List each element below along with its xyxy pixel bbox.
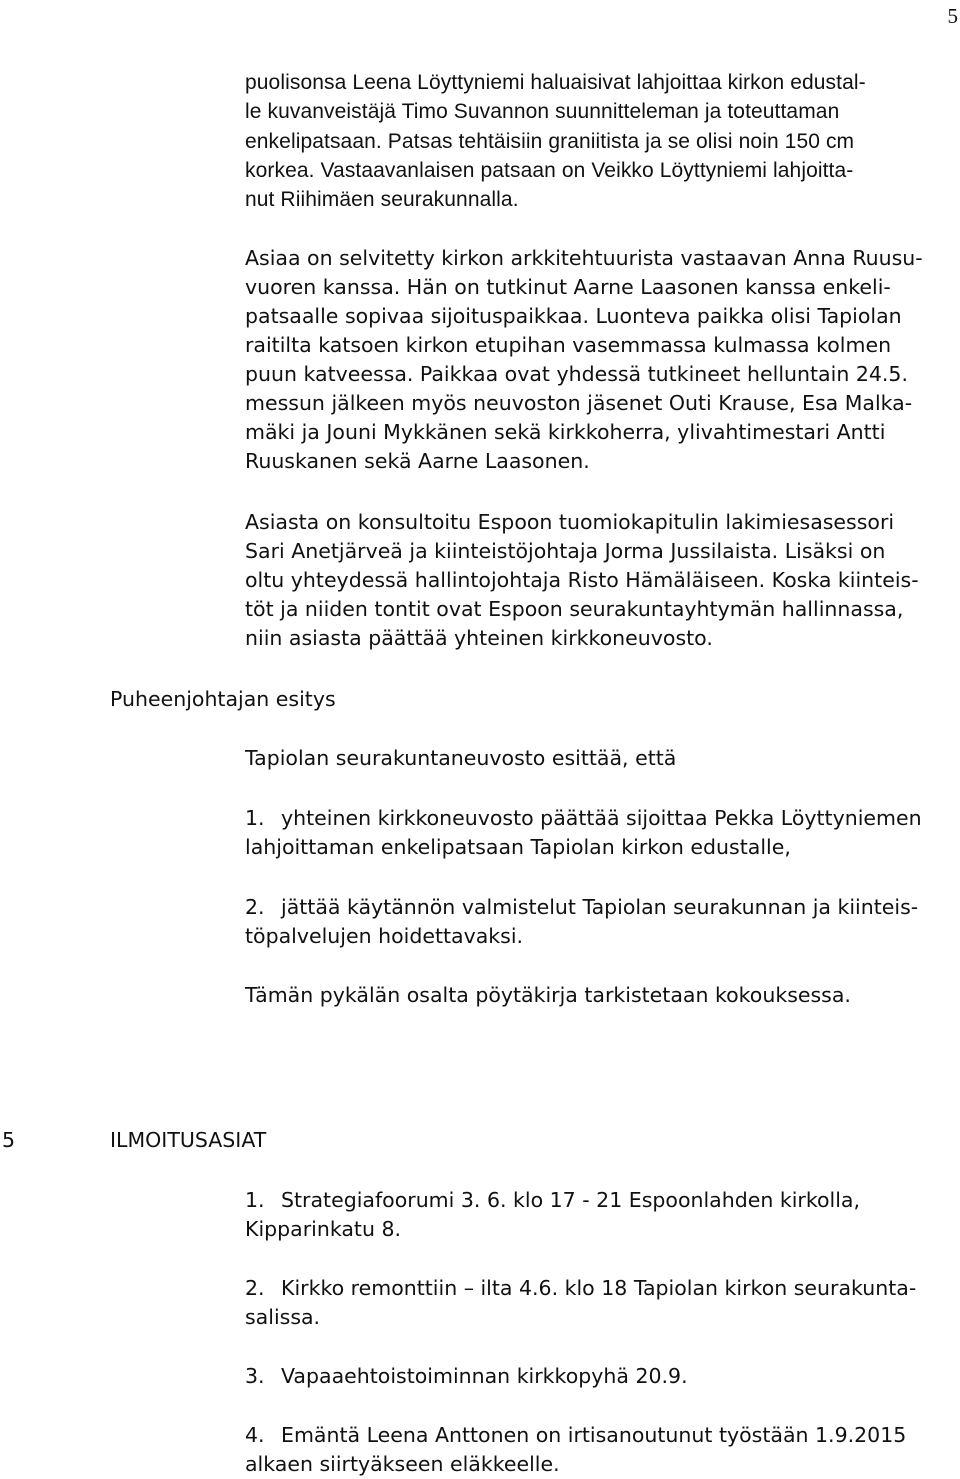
notice-item-number: 3. [245, 1364, 265, 1388]
proposal-item-line: lahjoittaman enkelipatsaan Tapiolan kirkon edustalle, [245, 835, 791, 859]
notice-item-2 [245, 1274, 950, 1332]
paragraph-line: Sari Anetjärveä ja kiinteistöjohtaja Jorma Jussilaista. Lisäksi on [245, 539, 886, 563]
notice-item-number: 1. [245, 1188, 265, 1212]
paragraph-line: niin asiasta päättää yhteinen kirkkoneuvosto. [245, 626, 713, 650]
paragraph-line: oltu yhteydessä hallintojohtaja Risto Hämäläiseen. Koska kiinteis- [245, 568, 919, 592]
legal-consultation-paragraph [245, 508, 950, 653]
proposal-item-2 [245, 893, 950, 951]
paragraph-line: puun katveessa. Paikkaa ovat yhdessä tutkineet helluntain 24.5. [245, 362, 908, 386]
paragraph-line: Ruuskanen sekä Aarne Laasonen. [245, 449, 590, 473]
notice-item-3 [245, 1362, 950, 1391]
proposal-item-number: 2. [245, 895, 265, 919]
proposal-item-line: jättää käytännön valmistelut Tapiolan seurakunnan ja kiinteis- [281, 895, 919, 919]
paragraph-line: raitilta katsoen kirkon etupihan vasemmassa kulmassa kolmen [245, 333, 892, 357]
proposal-item-line: töpalvelujen hoidettavaksi. [245, 924, 524, 948]
intro-paragraph [245, 68, 950, 214]
intro-line: korkea. Vastaavanlaisen patsaan on Veikko Löyttyniemi lahjoitta- [245, 158, 854, 182]
paragraph-line: patsaalle sopivaa sijoituspaikkaa. Luonteva paikka olisi Tapiolan [245, 304, 902, 328]
notice-item-1 [245, 1186, 950, 1244]
notice-item-number: 2. [245, 1276, 265, 1300]
intro-line: nut Riihimäen seurakunnalla. [245, 188, 519, 212]
paragraph-line: mäki ja Jouni Mykkänen sekä kirkkoherra, ylivahtimestari Antti [245, 420, 886, 444]
chair-proposal-intro: Tapiolan seurakuntaneuvosto esittää, että [245, 746, 677, 770]
proposal-item-1 [245, 804, 950, 862]
page-number: 5 [947, 4, 958, 28]
architecture-consultation-paragraph [245, 244, 950, 476]
paragraph-line: messun jälkeen myös neuvoston jäsenet Outi Krause, Esa Malka- [245, 391, 913, 415]
paragraph-line: Asiaa on selvitetty kirkon arkkitehtuurista vastaavan Anna Ruusu- [245, 246, 923, 270]
minutes-note: Tämän pykälän osalta pöytäkirja tarkistetaan kokouksessa. [245, 983, 851, 1007]
notice-item-line: Strategiafoorumi 3. 6. klo 17 - 21 Espoonlahden kirkolla, [281, 1188, 861, 1212]
intro-line: le kuvanveistäjä Timo Suvannon suunnitteleman ja toteuttaman [245, 100, 840, 124]
notice-item-line: alkaen siirtyäkseen eläkkeelle. [245, 1452, 560, 1476]
paragraph-line: töt ja niiden tontit ovat Espoon seurakuntayhtymän hallinnassa, [245, 597, 904, 621]
notice-item-number: 4. [245, 1423, 265, 1447]
proposal-item-number: 1. [245, 806, 265, 830]
notice-item-line: Kirkko remonttiin – ilta 4.6. klo 18 Tapiolan kirkon seurakunta- [281, 1276, 917, 1300]
notice-item-line: salissa. [245, 1305, 321, 1329]
notice-item-line: Kipparinkatu 8. [245, 1217, 402, 1241]
paragraph-line: Asiasta on konsultoitu Espoon tuomiokapitulin lakimiesasessori [245, 510, 895, 534]
chair-proposal-label: Puheenjohtajan esitys [110, 687, 336, 711]
intro-line: puolisonsa Leena Löyttyniemi haluaisivat lahjoittaa kirkon edustal- [245, 71, 866, 94]
intro-line: enkelipatsaan. Patsas tehtäisiin graniitista ja se olisi noin 150 cm [245, 129, 855, 153]
notice-item-4 [245, 1421, 950, 1479]
section-title: ILMOITUSASIAT [110, 1128, 267, 1152]
paragraph-line: vuoren kanssa. Hän on tutkinut Aarne Laasonen kanssa enkeli- [245, 275, 891, 299]
section-number: 5 [2, 1128, 16, 1152]
proposal-item-line: yhteinen kirkkoneuvosto päättää sijoittaa Pekka Löyttyniemen [281, 806, 922, 830]
notice-item-line: Emäntä Leena Anttonen on irtisanoutunut työstään 1.9.2015 [281, 1423, 907, 1447]
notice-item-line: Vapaaehtoistoiminnan kirkkopyhä 20.9. [281, 1364, 688, 1388]
